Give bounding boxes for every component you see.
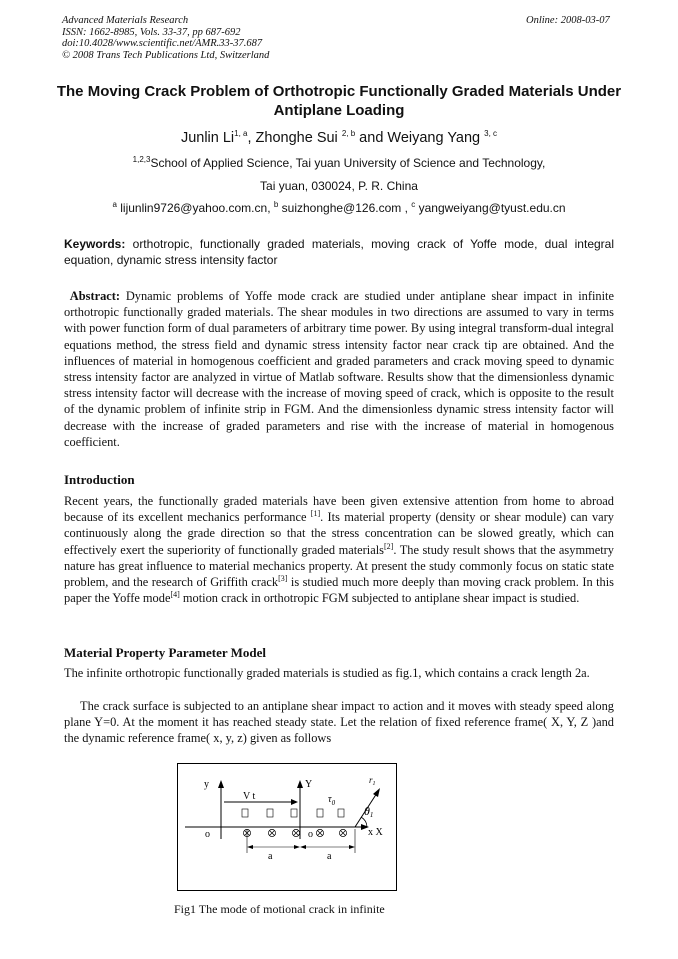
- keywords-text: orthotropic, functionally graded materials, moving crack of Yoffe mode, dual integral equation, dynamic stress intensity factor: [64, 237, 614, 267]
- intro-text: . Its material property (density or shear module) can vary continuously along the grade direction so that the stress concentration can be slowed greatly, which can effectively exert the superiority of functionally graded materials: [64, 510, 614, 557]
- intro-text: . The study result shows that the asymmetry nature has great influence to material mechanics property. At present the study commonly focus on static state problem, and the research of Griffith crack: [64, 542, 614, 590]
- author-sup: 2, b: [341, 129, 356, 139]
- abstract-label: Abstract:: [69, 289, 121, 303]
- email-line: $^a$ lijunlin9726@yahoo.com.cn, $^b$ suizhonghe@126.com , $^c$ yangweiyang@tyust.edu.cn: [112, 200, 566, 215]
- dim-arrow: [349, 845, 355, 849]
- material-heading: Material Property Parameter Model: [64, 645, 267, 660]
- author-line: [0, 130, 678, 146]
- abstract-block: [64, 288, 614, 450]
- label-o-left: o: [205, 829, 210, 840]
- citation-ref[interactable]: [1]: [310, 509, 321, 519]
- journal-name: Advanced Materials Research: [62, 15, 189, 26]
- affiliation-line-2: Tai yuan, 030024, P. R. China: [260, 179, 418, 193]
- affiliation-sup: 1,2,3: [132, 155, 151, 164]
- dim-arrow: [247, 845, 253, 849]
- crack-markers: [243, 829, 346, 836]
- author-sup: 3, c: [484, 129, 498, 139]
- y-axis-arrow: [218, 780, 224, 788]
- email-sup: c: [411, 200, 416, 209]
- author-sup: 1, a: [234, 129, 248, 139]
- author-name: Zhonghe Sui: [255, 130, 338, 146]
- citation-ref[interactable]: [4]: [170, 590, 180, 600]
- vt-arrowhead: [291, 799, 298, 805]
- email-link[interactable]: suizhonghe@126.com: [281, 201, 402, 215]
- author-name: Junlin Li: [180, 130, 235, 146]
- email-sup: a: [112, 200, 117, 209]
- figure-caption: Fig1 The mode of motional crack in infinite: [174, 902, 385, 916]
- label-xX: x X: [368, 827, 383, 838]
- online-date: Online: 2008-03-07: [526, 15, 610, 26]
- Y-axis-arrow: [297, 780, 303, 788]
- email-link[interactable]: lijunlin9726@yahoo.com.cn: [120, 201, 268, 215]
- r1-arrowhead: [373, 788, 380, 797]
- material-paragraph-1: The infinite orthotropic functionally graded materials is studied as fig.1, which contains a crack length 2a.: [64, 666, 590, 680]
- label-y: y: [204, 779, 209, 790]
- copyright-line: © 2008 Trans Tech Publications Ltd, Switzerland: [62, 49, 270, 61]
- label-o-center: o: [308, 829, 313, 840]
- shear-load-boxes: [242, 809, 344, 817]
- intro-text: Recent years, the functionally graded materials have been given extensive attention from home to abroad because of its excellent mechanics performance: [64, 494, 614, 525]
- dim-arrow: [294, 845, 300, 849]
- author-name: Weiyang Yang: [387, 130, 481, 146]
- doi-line[interactable]: doi:10.4028/www.scientific.net/AMR.33-37.687: [62, 38, 263, 49]
- keywords-label: Keywords:: [64, 237, 126, 251]
- introduction-heading: Introduction: [64, 472, 135, 487]
- label-Y: Y: [305, 779, 313, 790]
- citation-ref[interactable]: [3]: [278, 573, 288, 583]
- abstract-text: Dynamic problems of Yoffe mode crack are studied under antiplane shear impact in infinite orthotropic functionally graded materials. The shear modules in two directions are assumed to vary in terms with power function form of dual parameters of arbitrary time power. By using integral transform-dual integral equations method, the stress field and dynamic stress intensity factor near crack tip are obtained. And the influences of material in homogenous coefficient and graded parameters and crack moving speed to dynamic stress intensity factor are analyzed in virtue of Matlab software. Results show that the dimensionless dynamic stress intensity factor will decrease with the increase of moving speed of crack, which is opposite to the result of the dynamic problem of infinite strip in FGM. And the dimensionless dynamic stress intensity factor will decrease with the increase of graded parameters and rise with the increase of material in homogenous coefficient.: [64, 289, 614, 449]
- affiliation-text: School of Applied Science, Tai yuan University of Science and Technology,: [150, 156, 546, 170]
- keywords-block: [64, 236, 614, 268]
- introduction-paragraph: [64, 493, 614, 606]
- label-theta: θ1: [364, 804, 374, 819]
- issn-line: ISSN: 1662-8985, Vols. 33-37, pp 687-692: [62, 26, 241, 38]
- label-r1: $r_1$: [369, 775, 376, 787]
- dim-arrow: [300, 845, 306, 849]
- email-sup: b: [273, 200, 279, 209]
- label-tau: $\tau_0$: [328, 794, 336, 807]
- paper-title: The Moving Crack Problem of Orthotropic Functionally Graded Materials Under Antiplane Loading: [56, 83, 622, 119]
- label-a-right: a: [327, 851, 332, 862]
- material-paragraph-2: The crack surface is subjected to an antiplane shear impact τo action and it moves with steady speed along plane Y=0. At the moment it has reached steady state. Let the relation of fixed reference frame( X, Y, Z )and the dynamic reference frame( x, y, z) given as follows: [64, 699, 614, 746]
- author-separator: ,: [247, 130, 256, 146]
- label-a-left: a: [268, 851, 273, 862]
- intro-text: motion crack in orthotropic FGM subjected to antiplane shear impact is studied.: [179, 591, 580, 606]
- crack-figure: [177, 763, 397, 891]
- email-link[interactable]: yangweiyang@tyust.edu.cn: [418, 201, 566, 215]
- affiliation-line-1: [0, 156, 678, 170]
- label-vt: V t: [243, 791, 256, 802]
- author-separator: and: [355, 130, 388, 146]
- journal-header: [62, 15, 269, 61]
- intro-text: is studied much more deeply than moving crack problem. In this paper the Yoffe mode: [64, 575, 614, 606]
- citation-ref[interactable]: [2]: [384, 541, 394, 551]
